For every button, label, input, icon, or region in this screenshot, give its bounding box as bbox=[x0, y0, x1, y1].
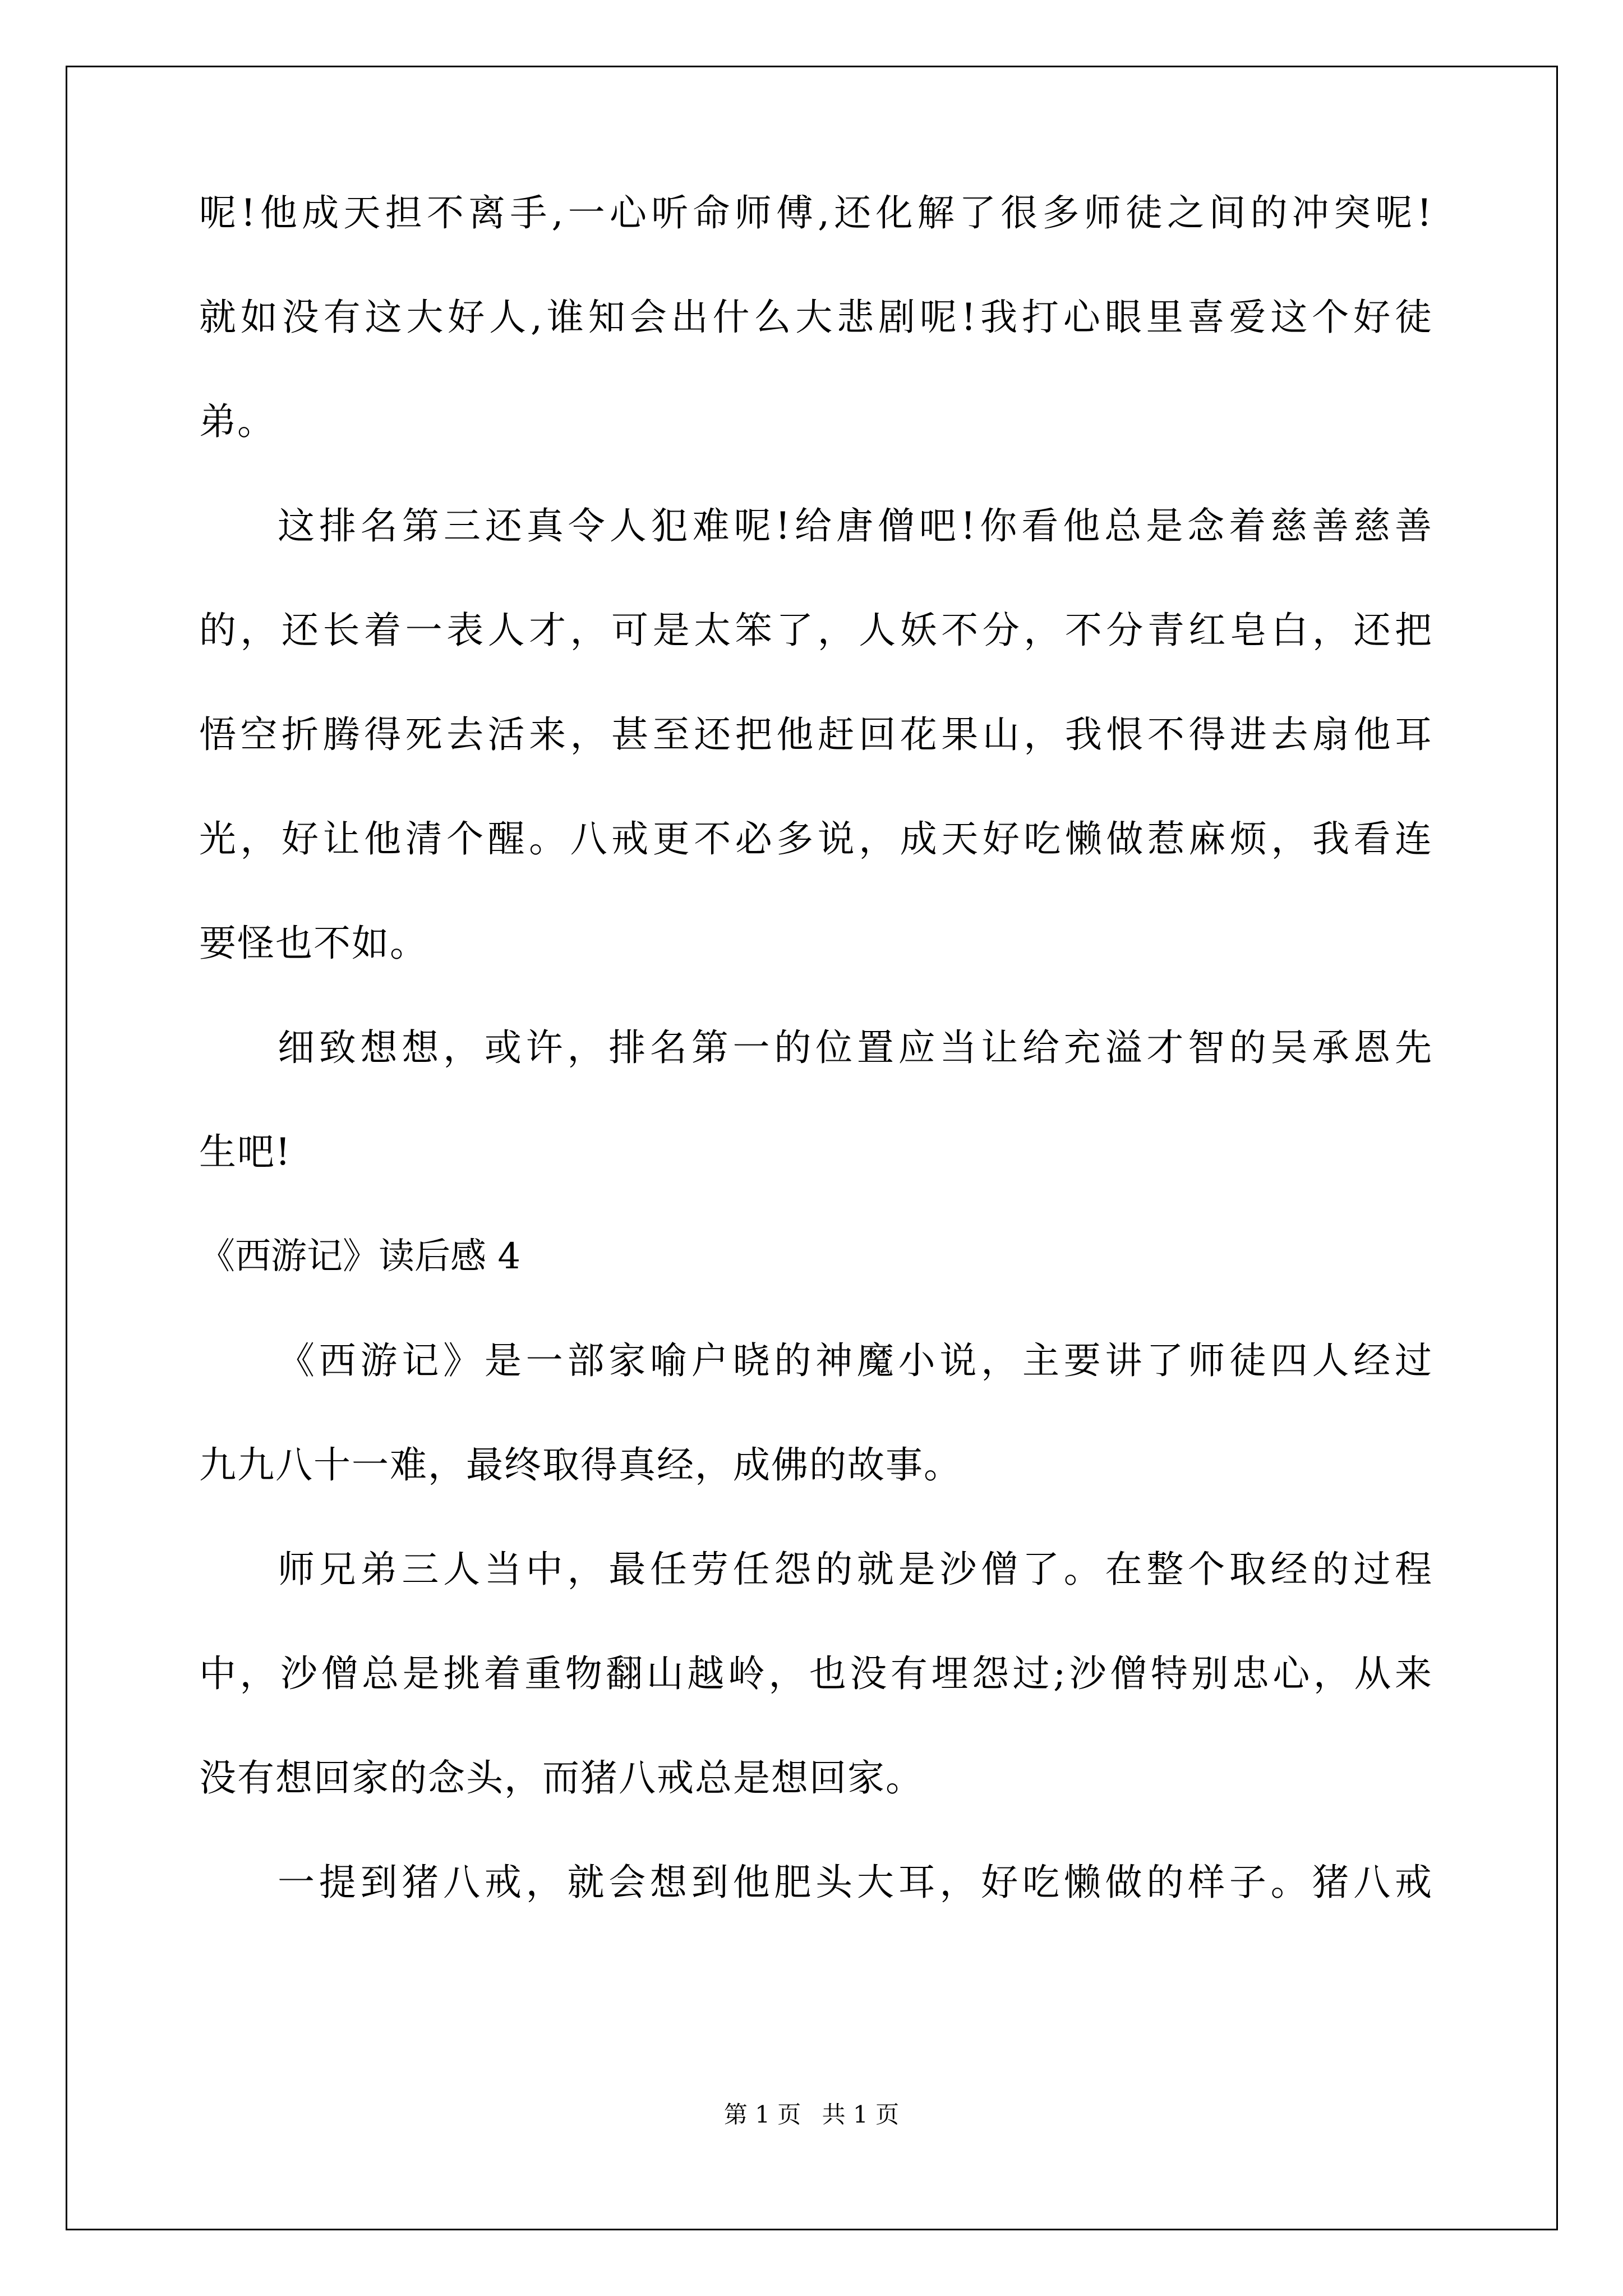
text-line: 呢!他成天担不离手,一心听命师傅,还化解了很多师徒之间的冲突呢! bbox=[199, 191, 1433, 234]
text-line: 就如没有这大好人,谁知会出什么大悲剧呢!我打心眼里喜爱这个好徒 bbox=[199, 296, 1433, 339]
text-line: 九九八十一难，最终取得真经，成佛的故事。 bbox=[199, 1443, 962, 1487]
page-number: 第 1 页 bbox=[723, 2101, 801, 2128]
paragraph-start-line: 细致想想，或许，排名第一的位置应当让给充溢才智的吴承恩先 bbox=[278, 1026, 1433, 1069]
text-line: 生吧! bbox=[199, 1130, 292, 1174]
paragraph-start-line: 师兄弟三人当中，最任劳任怨的就是沙僧了。在整个取经的过程 bbox=[278, 1548, 1433, 1591]
page-footer bbox=[0, 2098, 1623, 2132]
text-line: 悟空折腾得死去活来，甚至还把他赶回花果山，我恨不得进去扇他耳 bbox=[199, 713, 1433, 756]
document-body bbox=[199, 185, 1433, 1959]
text-line: 要怪也不如。 bbox=[199, 922, 428, 965]
text-line: 没有想回家的念头，而猪八戒总是想回家。 bbox=[199, 1756, 924, 1800]
section-heading: 《西游记》读后感 4 bbox=[199, 1236, 521, 1277]
total-pages: 共 1 页 bbox=[822, 2101, 900, 2128]
paragraph-start-line: 一提到猪八戒，就会想到他肥头大耳，好吃懒做的样子。猪八戒 bbox=[278, 1861, 1433, 1904]
text-line: 光，好让他清个醒。八戒更不必多说，成天好吃懒做惹麻烦，我看连 bbox=[199, 817, 1433, 861]
paragraph-start-line: 这排名第三还真令人犯难呢!给唐僧吧!你看他总是念着慈善慈善 bbox=[278, 504, 1433, 547]
paragraph-start-line: 《西游记》是一部家喻户晓的神魔小说，主要讲了师徒四人经过 bbox=[278, 1339, 1433, 1382]
text-line: 弟。 bbox=[199, 400, 275, 443]
text-line: 的，还长着一表人才，可是太笨了，人妖不分，不分青红皂白，还把 bbox=[199, 609, 1433, 652]
text-line: 中，沙僧总是挑着重物翻山越岭，也没有埋怨过;沙僧特别忠心，从来 bbox=[199, 1652, 1433, 1695]
